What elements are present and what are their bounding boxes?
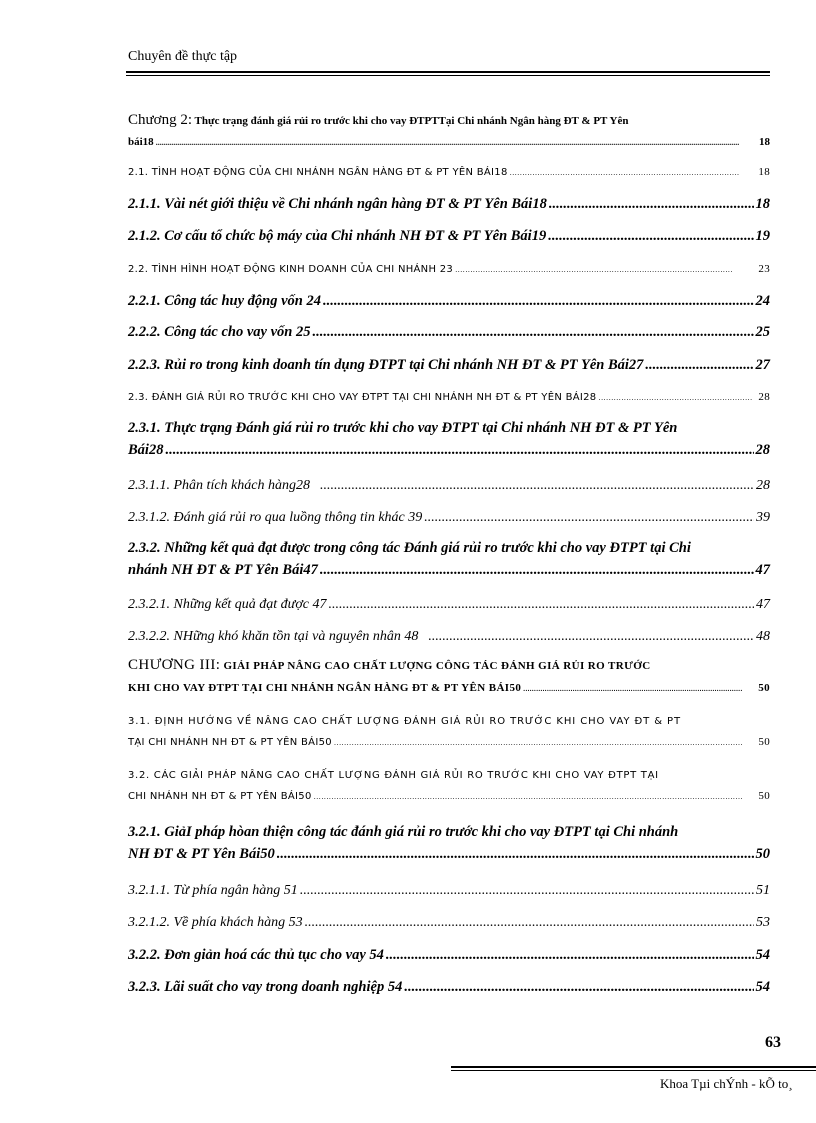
chapter-2-prefix: Chương 2: <box>128 112 192 128</box>
leader-dots <box>548 228 753 245</box>
page-ref: 28 <box>755 442 770 458</box>
leader-dots <box>510 169 741 177</box>
section-title: 2.2.3. Rủi ro trong kinh doanh tín dụng ĐTPT tại Chi nhánh NH ĐT & PT Yên Bái27 <box>128 357 644 373</box>
toc-section-3-2-1-2[interactable] <box>128 915 770 931</box>
toc-section-3-2-3[interactable] <box>128 979 770 996</box>
section-title: 3.2.2. Đơn giản hoá các thủ tục cho vay 54 <box>128 947 384 963</box>
toc-section-2-1[interactable] <box>128 166 770 178</box>
section-title: 2.3.2. Những kết quả đạt được trong công tác Đánh giá rủi ro trước khi cho vay ĐTPT tại Chi <box>128 540 691 556</box>
section-title: 2.3.2.2. NHững khó khăn tồn tại và nguyên nhân 48 <box>128 629 419 644</box>
section-title: 2.3.2.1. Những kết quả đạt được 47 <box>128 597 327 612</box>
section-title-cont: nhánh NH ĐT & PT Yên Bái47 <box>128 562 318 578</box>
page-ref: 19 <box>755 228 770 244</box>
chapter-3-title-cont: KHI CHO VAY ĐTPT TẠI CHI NHÁNH NGÂN HÀNG ĐT & PT YÊN BÁI50 <box>128 682 522 694</box>
section-title: 2.3.1.2. Đánh giá rủi ro qua luồng thông tin khác 39 <box>128 510 423 525</box>
toc-section-2-2-2[interactable] <box>128 324 770 341</box>
page-ref: 50 <box>758 790 770 802</box>
leader-dots <box>156 138 739 147</box>
toc-section-2-3-2-2[interactable] <box>128 629 770 645</box>
page-ref: 24 <box>755 293 770 309</box>
page-ref: 18 <box>758 166 770 178</box>
leader-dots <box>455 266 732 274</box>
toc-section-2-3[interactable] <box>128 391 770 403</box>
header-rule-thick <box>126 71 770 73</box>
leader-dots <box>320 478 754 494</box>
toc-section-2-2[interactable] <box>128 263 770 275</box>
leader-dots <box>312 324 753 341</box>
leader-dots <box>314 793 743 801</box>
page-ref: 54 <box>755 979 770 995</box>
page-ref: 28 <box>758 391 770 403</box>
toc-section-2-3-2-1[interactable] <box>128 597 770 613</box>
page-ref: 50 <box>758 736 770 748</box>
section-title: 3.2.1.1. Từ phía ngân hàng 51 <box>128 883 298 898</box>
header-title: Chuyên đề thực tập <box>128 49 238 64</box>
page-ref: 28 <box>756 478 770 493</box>
page-ref: 50 <box>758 682 770 694</box>
section-title: 2.2. TÌNH HÌNH HOẠT ĐỘNG KINH DOANH CỦA CHI NHÁNH 23 <box>128 264 454 275</box>
page-ref: 47 <box>755 562 770 578</box>
section-title: 3.2.1.2. Về phía khách hàng 53 <box>128 915 303 930</box>
toc-chapter-2[interactable] <box>128 112 770 148</box>
page-ref: 50 <box>755 846 770 862</box>
section-title: 3.2.1. GiảI pháp hòan thiện công tác đánh giá rủi ro trước khi cho vay ĐTPT tại Chi nhánh <box>128 824 679 840</box>
leader-dots <box>428 629 754 645</box>
page-ref: 18 <box>759 136 770 148</box>
footer-rule-thin <box>451 1070 816 1071</box>
section-title: 3.2.3. Lãi suất cho vay trong doanh nghiệp 54 <box>128 979 403 995</box>
leader-dots <box>645 357 753 374</box>
toc-section-2-1-2[interactable] <box>128 228 770 245</box>
toc-section-2-3-2[interactable] <box>128 540 770 579</box>
footer-rule-thick <box>451 1066 816 1068</box>
chapter-3-prefix: CHƯƠNG III: <box>128 657 221 673</box>
chapter-2-title: Thực trạng đánh giá rủi ro trước khi cho vay ĐTPTTại Chi nhánh Ngân hàng ĐT & PT Yên <box>194 115 629 127</box>
section-title: 2.2.2. Công tác cho vay vốn 25 <box>128 324 311 340</box>
chapter-2-title-cont: bái18 <box>128 136 154 148</box>
section-title: 3.1. ĐỊNH HƯỚNG VỀ NÂNG CAO CHẤT LƯỢNG ĐÁNH GIÁ RỦI RO TRƯỚC KHI CHO VAY ĐT & PT <box>128 716 681 727</box>
leader-dots <box>424 510 754 526</box>
toc-section-2-2-3[interactable] <box>128 357 770 374</box>
section-title: 2.1.1. Vài nét giới thiệu về Chi nhánh ngân hàng ĐT & PT Yên Bái18 <box>128 196 547 212</box>
toc-section-3-2[interactable] <box>128 770 770 802</box>
leader-dots <box>334 739 742 747</box>
leader-dots <box>386 947 754 964</box>
toc-section-2-3-1[interactable] <box>128 420 770 459</box>
section-title: 2.2.1. Công tác huy động vốn 24 <box>128 293 321 309</box>
leader-dots <box>523 685 742 693</box>
page-ref: 48 <box>756 629 770 644</box>
footer-text: Khoa Tµi chÝnh - kÕ to¸ <box>660 1076 793 1091</box>
page-ref: 53 <box>756 915 770 930</box>
section-title: 2.3. ĐÁNH GIÁ RỦI RO TRƯỚC KHI CHO VAY ĐTPT TẠI CHI NHÁNH NH ĐT & PT YÊN BÁI28 <box>128 392 597 403</box>
page-ref: 25 <box>755 324 770 340</box>
leader-dots <box>320 562 754 579</box>
leader-dots <box>549 196 754 213</box>
page-ref: 47 <box>756 597 770 612</box>
section-title: 2.3.1.1. Phân tích khách hàng28 <box>128 478 310 493</box>
toc-section-2-3-1-1[interactable] <box>128 478 770 494</box>
toc-section-3-1[interactable] <box>128 716 770 748</box>
page-ref: 18 <box>755 196 770 212</box>
section-title: 2.1. TÌNH HOẠT ĐỘNG CỦA CHI NHÁNH NGÂN HÀNG ĐT & PT YÊN BÁI18 <box>128 167 508 178</box>
section-title-cont: CHI NHÁNH NH ĐT & PT YÊN BÁI50 <box>128 791 312 802</box>
section-title: 3.2. CÁC GIẢI PHÁP NÂNG CAO CHẤT LƯỢNG ĐÁNH GIÁ RỦI RO TRƯỚC KHI CHO VAY ĐTPT TẠI <box>128 770 659 781</box>
leader-dots <box>300 883 754 899</box>
page-ref: 27 <box>755 357 770 373</box>
leader-dots <box>305 915 754 931</box>
header-rule-thin <box>126 75 770 76</box>
toc-section-2-3-1-2[interactable] <box>128 510 770 526</box>
page-number: 63 <box>765 1034 781 1051</box>
page-ref: 39 <box>756 510 770 525</box>
toc-chapter-3[interactable] <box>128 657 770 694</box>
section-title-cont: NH ĐT & PT Yên Bái50 <box>128 846 275 862</box>
leader-dots <box>598 394 752 402</box>
leader-dots <box>165 442 753 459</box>
section-title-cont: TẠI CHI NHÁNH NH ĐT & PT YÊN BÁI50 <box>128 737 332 748</box>
leader-dots <box>329 597 754 613</box>
toc-section-2-2-1[interactable] <box>128 293 770 310</box>
leader-dots <box>404 979 753 996</box>
section-title: 2.3.1. Thực trạng Đánh giá rủi ro trước khi cho vay ĐTPT tại Chi nhánh NH ĐT & PT Yên <box>128 420 678 436</box>
page-ref: 51 <box>756 883 770 898</box>
toc-section-3-2-2[interactable] <box>128 947 770 964</box>
leader-dots <box>277 846 754 863</box>
chapter-3-title: GIẢI PHÁP NÂNG CAO CHẤT LƯỢNG CÔNG TÁC ĐÁNH GIÁ RỦI RO TRƯỚC <box>223 660 651 672</box>
toc-section-2-1-1[interactable] <box>128 196 770 213</box>
section-title: 2.1.2. Cơ cấu tổ chức bộ máy của Chi nhánh NH ĐT & PT Yên Bái19 <box>128 228 547 244</box>
leader-dots <box>323 293 754 310</box>
toc-section-3-2-1-1[interactable] <box>128 883 770 899</box>
page-ref: 23 <box>758 263 770 275</box>
section-title-cont: Bái28 <box>128 442 164 458</box>
toc-section-3-2-1[interactable] <box>128 824 770 863</box>
page-ref: 54 <box>755 947 770 963</box>
